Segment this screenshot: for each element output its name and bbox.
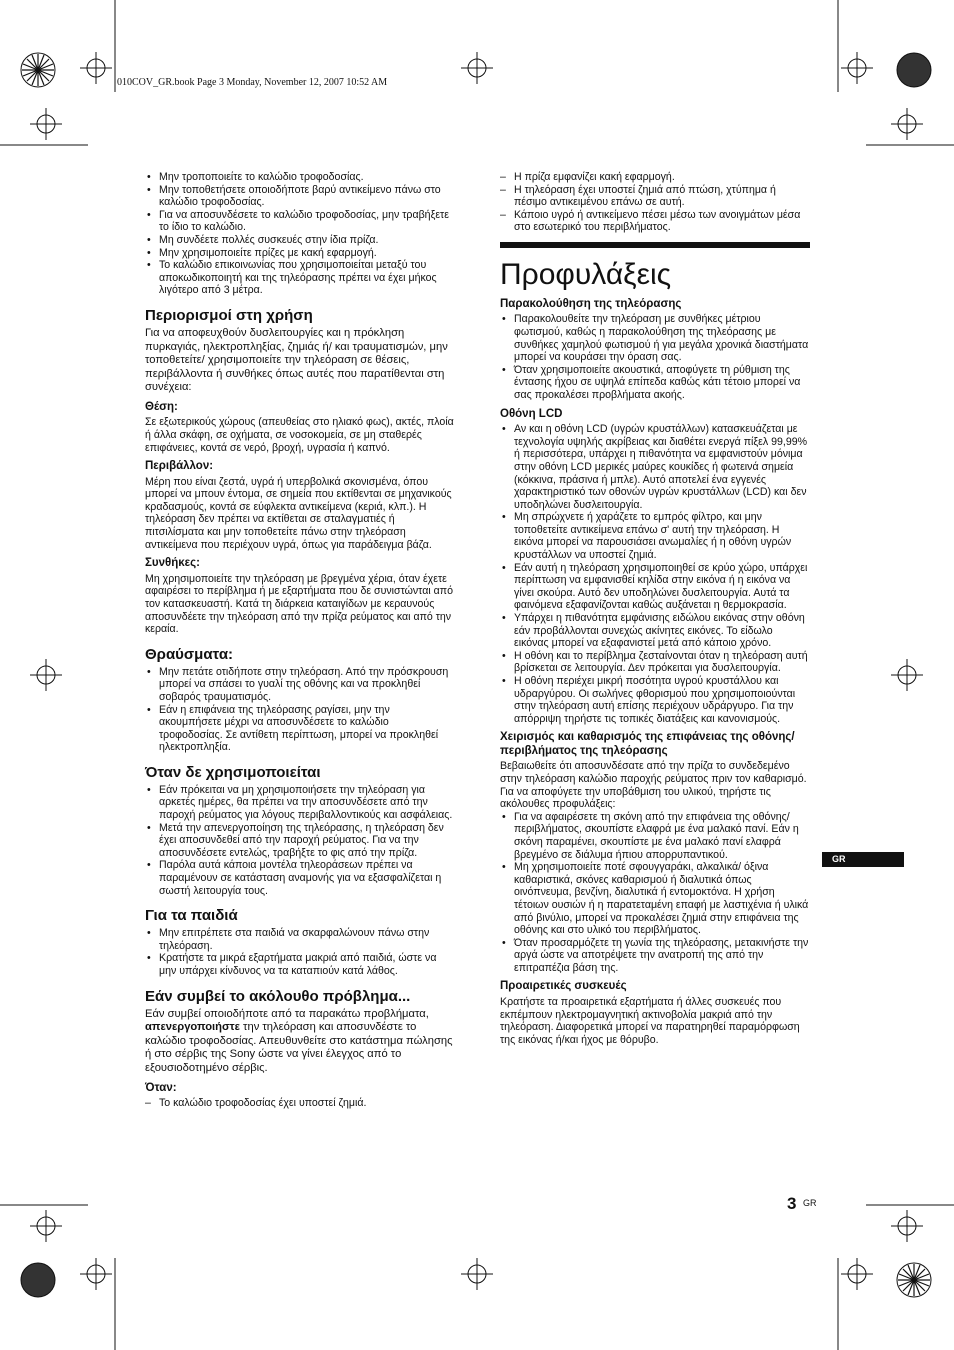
section-heading-restrictions: Περιορισμοί στη χρήση: [145, 306, 313, 324]
list-item: • Μη σπρώχνετε ή χαράζετε το εμπρός φίλτρο, και μην τοποθετείτε αντικείμενα επάνω σ' αυτή την τηλεόραση. Η εικόνα μπορεί να παρουσιάσει ανωμαλίες ή η οθόνη υγρών κρυστάλλων να υποστεί ζημιά.: [500, 511, 810, 561]
starburst-mark: [21, 53, 55, 87]
problem-text: [145, 1008, 455, 1076]
dark-circle-mark: [21, 1263, 55, 1297]
list-item: • Μην πετάτε οτιδήποτε στην τηλεόραση. Από την πρόσκρουση μπορεί να σπάσει το γυαλί της οθόνης και να προκληθεί σοβαρός τραυματισμός.: [145, 666, 455, 704]
crosshair-mark: [841, 1258, 873, 1290]
list-item: – Η πρίζα εμφανίζει κακή εφαρμογή.: [500, 171, 810, 184]
list-item: – Το καλώδιο τροφοδοσίας έχει υποστεί ζημιά.: [145, 1097, 455, 1110]
when-list-continued: [500, 171, 810, 234]
lcd-list: [500, 423, 810, 725]
list-item: • Η οθόνη περιέχει μικρή ποσότητα υγρού κρυστάλλου και υδραργύρου. Οι σωλήνες φθορισμού που χρησιμοποιούνται στην τηλεόραση αυτή επίσης περιέχουν υδράργυρο. Για την απόρριψη τηρήστε τις τοπικές διατάξεις και κανονισμούς.: [500, 675, 810, 725]
list-item: • Μην τροποποιείτε το καλώδιο τροφοδοσίας.: [145, 171, 455, 184]
when-list: [145, 1097, 455, 1110]
section-heading-not-in-use: Όταν δε χρησιμοποιείται: [145, 763, 321, 781]
dark-circle-mark: [897, 53, 931, 87]
list-item: • Για να αφαιρέσετε τη σκόνη από την επιφάνεια της οθόνης/περιβλήματος, σκουπίστε ελαφρά με ένα μαλακό πανί. Εάν η σκόνη παραμένει, σκουπίστε με ένα μαλακό πανί ελαφρά βρεγμένο σε διάλυμα ήπιου απορρυπαντικού.: [500, 811, 810, 861]
crosshair-mark: [30, 1210, 62, 1242]
conditions-text: Μη χρησιμοποιείτε την τηλεόραση με βρεγμένα χέρια, όταν έχετε αφαιρέσει το περίβλημα ή με εξαρτήματα που δε συνιστώνται από τον κατασκευαστή. Κατά τη διάρκεια καταιγίδων με κεραυνούς αποσυνδέετε την τηλεόραση από την πρίζα ρεύματος και από την κεραία.: [145, 572, 453, 636]
language-tab: GR: [822, 852, 904, 867]
subheading-environment: Περιβάλλον:: [145, 460, 214, 473]
list-item: – Κάποιο υγρό ή αντικείμενο πέσει μέσω των ανοιγμάτων μέσα στο εσωτερικό του περιβλήματος.: [500, 209, 810, 234]
list-item: • Υπάρχει η πιθανότητα εμφάνισης ειδώλου εικόνας στην οθόνη εάν προβάλλονται συνεχώς ακίνητες εικόνες. Το είδωλο εικόνας μπορεί να εξαφανιστεί μετά από κάποιο χρόνο.: [500, 612, 810, 650]
left-column: [145, 171, 455, 1110]
subheading-cleaning: Χειρισμός και καθαρισμός της επιφάνειας της οθόνης/περιβλήματος της τηλεόρασης: [500, 731, 795, 757]
list-item: • Όταν χρησιμοποιείτε ακουστικά, αποφύγετε τη ρύθμιση της έντασης ήχου σε υψηλά επίπεδα καθώς κάτι τέτοιο μπορεί να σας προκαλέσει προβλήματα ακοής.: [500, 364, 810, 402]
list-item: • Παρόλα αυτά κάποια μοντέλα τηλεοράσεων πρέπει να παραμένουν σε κατάσταση αναμονής για να εξασφαλίζεται η σωστή λειτουργία τους.: [145, 859, 455, 897]
section-heading-children: Για τα παιδιά: [145, 907, 238, 925]
subheading-optional: Προαιρετικές συσκευές: [500, 980, 627, 993]
cleaning-intro: Βεβαιωθείτε ότι αποσυνδέσατε από την πρίζα το συνδεδεμένο στην τηλεόραση καλώδιο παροχής ρεύματος πριν τον καθαρισμό. Για να αποφύγετε την υποβάθμιση του υλικού, τηρήστε τις ακόλουθες προφυλάξεις:: [500, 760, 807, 811]
section-heading-problem: Εάν συμβεί το ακόλουθο πρόβλημα...: [145, 987, 411, 1005]
optional-text: Κρατήστε τα προαιρετικά εξαρτήματα ή άλλες συσκευές που εκπέμπουν ηλεκτρομαγνητική ακτινοβολία μακριά από την τηλεόραση. Διαφορετικά μπορεί να παρατηρηθεί παραμόρφωση της εικόνας ή/και ήχος με θόρυβο.: [500, 995, 800, 1046]
list-item: • Μετά την απενεργοποίηση της τηλεόρασης, η τηλεόραση δεν έχει αποσυνδεθεί από την παροχή ρεύματος. Για να την αποσυνδέσετε εντελώς, τραβήξτε το φις από την πρίζα.: [145, 822, 455, 860]
children-list: [145, 927, 455, 977]
list-item: • Κρατήστε τα μικρά εξαρτήματα μακριά από παιδιά, ώστε να μην υπάρχει κίνδυνος να τα καταπιούν κατά λάθος.: [145, 952, 455, 977]
location-text: Σε εξωτερικούς χώρους (απευθείας στο ηλιακό φως), ακτές, πλοία ή άλλα σκάφη, σε οχήματα, σε νοσοκομεία, σε μη σταθερές επιφάνειες, κοντά σε νερό, βροχή, υγρασία ή καπνό.: [145, 416, 454, 454]
list-item: • Μην τοποθετήσετε οποιοδήποτε βαρύ αντικείμενο πάνω στο καλώδιο τροφοδοσίας.: [145, 184, 455, 209]
subheading-lcd: Οθόνη LCD: [500, 407, 563, 420]
section-heading-fragments: Θραύσματα:: [145, 645, 234, 663]
crosshair-mark: [841, 52, 873, 84]
right-column: [500, 171, 810, 1046]
page-number: 3: [787, 1194, 797, 1213]
crosshair-mark: [461, 52, 493, 84]
crosshair-mark: [80, 1258, 112, 1290]
crosshair-mark: [461, 1258, 493, 1290]
list-item: • Η οθόνη και το περίβλημα ζεσταίνονται όταν η τηλεόραση αυτή βρίσκεται σε λειτουργία. Δεν πρόκειται για δυσλειτουργία.: [500, 650, 810, 675]
list-item: • Μην χρησιμοποιείτε πρίζες με κακή εφαρμογή.: [145, 247, 455, 260]
crosshair-mark: [30, 659, 62, 691]
subheading-when: Όταν:: [145, 1081, 177, 1094]
power-cord-list: [145, 171, 455, 297]
environment-text: Μέρη που είναι ζεστά, υγρά ή υπερβολικά σκονισμένα, όπου μπορεί να μπουν έντομα, σε σημεία που εκτίθενται σε μηχανικούς κραδασμούς, κοντά σε εύφλεκτα αντικείμενα (κεριά, κλπ.). Η τηλεόραση δεν πρέπει να εκτίθεται σε σταλαγματιές ή πιτσιλίσματα και μην τοποθετείτε πάνω στην τηλεόραση αντικείμενα που περιέχουν υγρά, όπως για παράδειγμα βάζα.: [145, 475, 452, 551]
cleaning-list: [500, 811, 810, 975]
problem-text-part: Εάν συμβεί οποιοδήποτε από τα παρακάτω προβλήματα,: [145, 1007, 429, 1020]
page-number-suffix: GR: [803, 1198, 817, 1208]
problem-text-part: την τηλεόραση και αποσυνδέστε το καλώδιο τροφοδοσίας. Απευθυνθείτε στο κατάστημα πώλησης ή στο σέρβις της Sony ώστε να γίνει έλεγχος από το εξουσιοδοτημένο σέρβις.: [145, 1021, 453, 1074]
list-item: • Μη συνδέετε πολλές συσκευές στην ίδια πρίζα.: [145, 234, 455, 247]
section-rule: [500, 242, 810, 248]
list-item: • Εάν αυτή η τηλεόραση χρησιμοποιηθεί σε κρύο χώρο, υπάρχει περίπτωση να εμφανισθεί κηλίδα στην εικόνα ή η εικόνα να γίνει σκούρα. Αυτό δεν υποδηλώνει δυσλειτουργία. Αυτά τα φαινόμενα εξαφανίζονται καθώς αυξάνεται η θερμοκρασία.: [500, 562, 810, 612]
list-item: • Μη χρησιμοποιείτε ποτέ σφουγγαράκι, αλκαλικά/ όξινα καθαριστικά, σκόνες καθαρισμού ή διαλυτικά όπως οινόπνευμα, βενζίνη, διαλυτικά ή εντομοκτόνα. Η χρήση τέτοιων ουσιών ή η παρατεταμένη επαφή με λαστιχένια ή υλικά από βινύλιο, μπορεί να προκαλέσει ζημιά στην επιφάνεια της οθόνης και στο υλικό του περιβλήματος.: [500, 861, 810, 937]
list-item: • Αν και η οθόνη LCD (υγρών κρυστάλλων) κατασκευάζεται με τεχνολογία υψηλής ακρίβειας και διαθέτει ενεργά πίξελ 99,99% ή περισσότερα, υπάρχει η πιθανότητα να εμφανιστούν μόνιμα στην οθόνη LCD μερικές μαύρες κουκίδες ή φωτεινά σημεία (κόκκινα, πράσινα ή μπλε). Αυτό αποτελεί ένα εγγενές χαρακτηριστικό των οθονών υγρών κρυστάλλων (LCD) και δεν υποδηλώνει δυσλειτουργία.: [500, 423, 810, 511]
list-item: • Εάν η επιφάνεια της τηλεόρασης ραγίσει, μην την ακουμπήσετε μέχρι να αποσυνδέσετε το καλώδιο τροφοδοσίας. Σε αντίθετη περίπτωση, μπορεί να προκληθεί ηλεκτροπληξία.: [145, 704, 455, 754]
watching-list: [500, 313, 810, 401]
page-title: Προφυλάξεις: [500, 257, 672, 291]
print-header: 010COV_GR.book Page 3 Monday, November 12, 2007 10:52 AM: [117, 77, 388, 88]
subheading-location: Θέση:: [145, 400, 178, 413]
crosshair-mark: [80, 52, 112, 84]
subheading-watching: Παρακολούθηση της τηλεόρασης: [500, 297, 682, 310]
list-item: – Η τηλεόραση έχει υποστεί ζημιά από πτώση, χτύπημα ή πέσιμο αντικειμένου επάνω σε αυτή.: [500, 184, 810, 209]
fragments-list: [145, 666, 455, 754]
list-item: • Το καλώδιο επικοινωνίας που χρησιμοποιείται μεταξύ του αποκωδικοποιητή και της τηλεόρασης πρέπει να έχει μήκος λιγότερο από 3 μέτρα.: [145, 259, 455, 297]
subheading-conditions: Συνθήκες:: [145, 557, 200, 570]
crosshair-mark: [30, 108, 62, 140]
list-item: • Εάν πρόκειται να μη χρησιμοποιήσετε την τηλεόραση για αρκετές ημέρες, θα πρέπει να την αποσυνδέσετε από την παροχή ρεύματος για λόγους περιβαλλοντικούς και ασφάλειας.: [145, 784, 455, 822]
crosshair-mark: [891, 659, 923, 691]
list-item: • Μην επιτρέπετε στα παιδιά να σκαρφαλώνουν πάνω στην τηλεόραση.: [145, 927, 455, 952]
crosshair-mark: [891, 108, 923, 140]
starburst-mark: [897, 1263, 931, 1297]
list-item: • Όταν προσαρμόζετε τη γωνία της τηλεόρασης, μετακινήστε την αργά ώστε να αποτρέψετε την ανατροπή της από την επιτραπέζια βάση της.: [500, 937, 810, 975]
problem-bold-word: απενεργοποιήστε: [145, 1021, 240, 1034]
list-item: • Για να αποσυνδέσετε το καλώδιο τροφοδοσίας, μην τραβήξετε το ίδιο το καλώδιο.: [145, 209, 455, 234]
crosshair-mark: [891, 1210, 923, 1242]
restrictions-intro: Για να αποφευχθούν δυσλειτουργίες και η πρόκληση πυρκαγιάς, ηλεκτροπληξίας, ζημιάς ή/ και τραυματισμών, μην τοποθετείτε/ χρησιμοποιείτε την τηλεόραση σε θέσεις, περιβάλλοντα ή συνθήκες όπως αυτές που παρατίθενται στη συνέχεια:: [145, 326, 448, 394]
list-item: • Παρακολουθείτε την τηλεόραση με συνθήκες μέτριου φωτισμού, καθώς η παρακολούθηση της τηλεόρασης με συνθήκες χαμηλού φωτισμού ή για μεγάλα χρονικά διαστήματα μπορεί να κουράσει την όραση σας.: [500, 313, 810, 363]
not-in-use-list: [145, 784, 455, 897]
